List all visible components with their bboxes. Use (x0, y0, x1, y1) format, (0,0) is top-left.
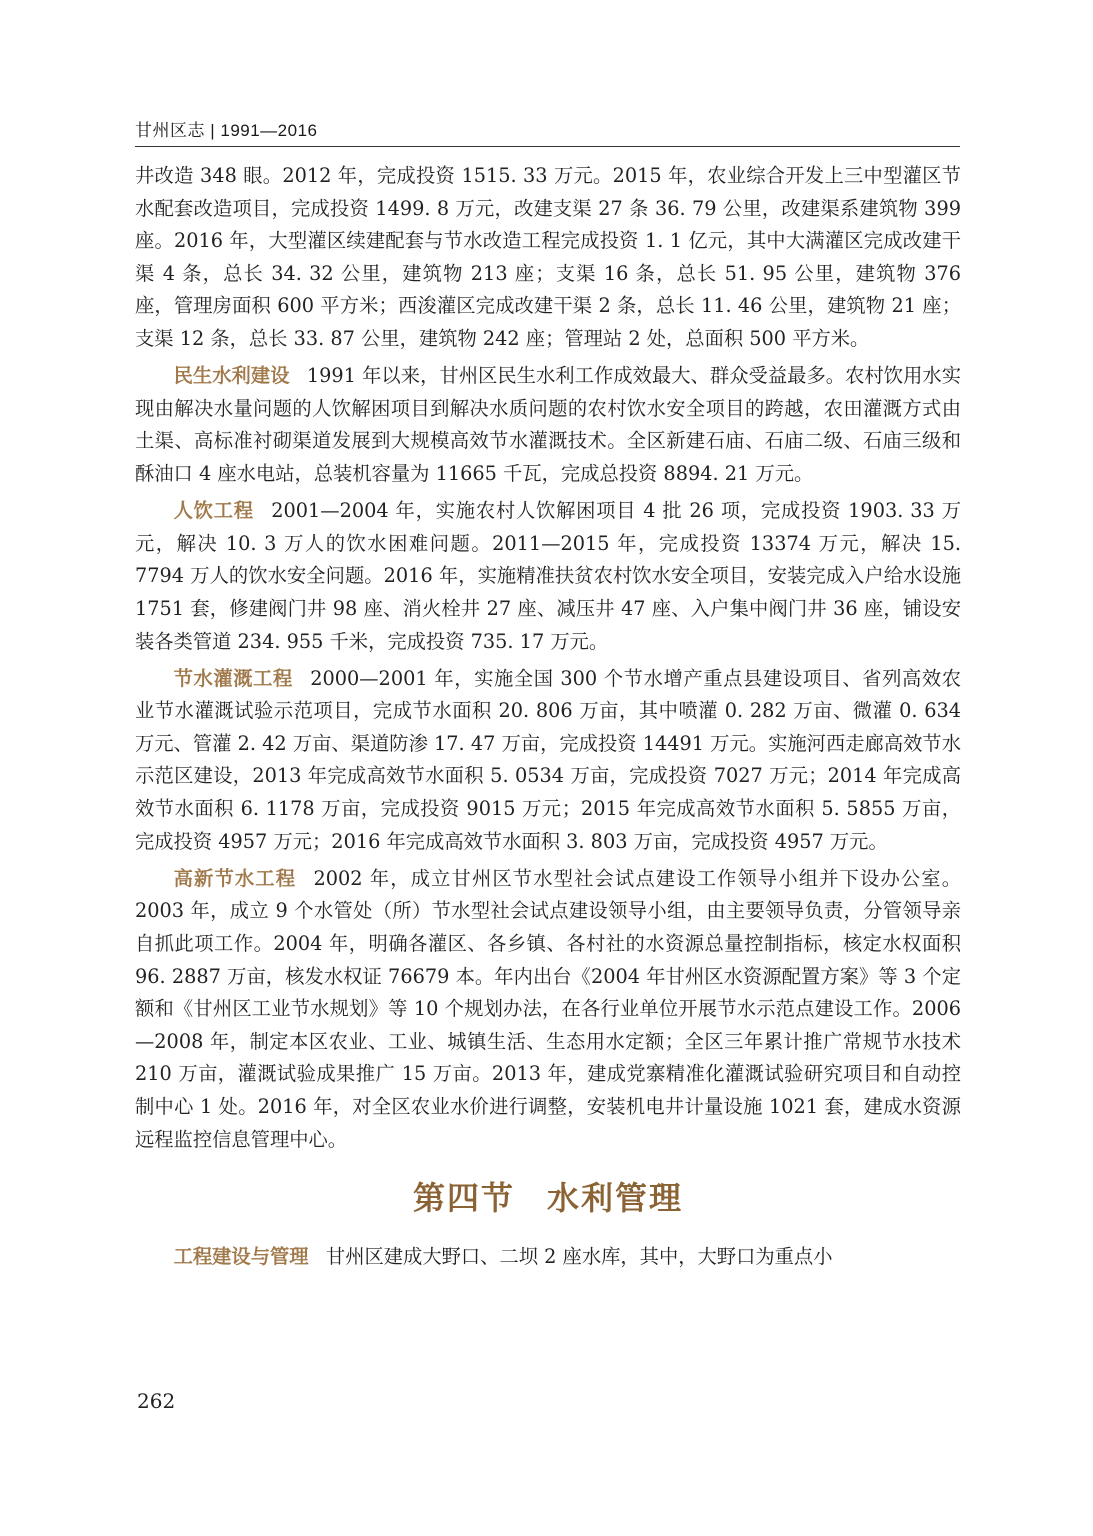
paragraph-keyword: 工程建设与管理 (173, 1244, 309, 1268)
section-heading (135, 1179, 961, 1218)
section-number: 第四节 (412, 1179, 515, 1218)
paragraph-keyword: 人饮工程 (173, 499, 254, 523)
paragraph-gongcheng-jianshe (135, 1241, 961, 1274)
paragraph-text: 2002 年，成立甘州区节水型社会试点建设工作领导小组并下设办公室。2003 年，成立 9 个水管处（所）节水型社会试点建设领导小组，由主要领导负责，分管领导亲自抓此项工作。2004 年，明确各灌区、各乡镇、各村社的水资源总量控制指标，核定水权面积 96. 2887 万亩，核发水权证 76679 本。年内出台《2004 年甘州区水资源配置方案》等 3 个定额和《甘州区工业节水规划》等 10 个规划办法，在各行业单位开展节水示范点建设工作。2006—2008 年，制定本区农业、工业、城镇生活、生态用水定额；全区三年累计推广常规节水技术 210 万亩，灌溉试验成果推广 15 万亩。2013 年，建成党寨精准化灌溉试验研究项目和自动控制中心 1 处。2016 年，对全区农业水价进行调整，安装机电井计量设施 1021 套，建成水资源远程监控信息管理中心。 (135, 866, 961, 1151)
paragraph-keyword: 高新节水工程 (173, 866, 297, 890)
paragraph-text: 2000—2001 年，实施全国 300 个节水增产重点县建设项目、省列高效农业节水灌溉试验示范项目，完成节水面积 20. 806 万亩，其中喷灌 0. 282 万亩、微灌 0. 634 万元、管灌 2. 42 万亩、渠道防渗 17. 47 万亩，完成投资 14491 万元。实施河西走廊高效节水示范区建设，2013 年完成高效节水面积 5. 0534 万亩，完成投资 7027 万元；2014 年完成高效节水面积 6. 1178 万亩，完成投资 9015 万元；2015 年完成高效节水面积 5. 5855 万亩，完成投资 4957 万元；2016 年完成高效节水面积 3. 803 万亩，完成投资 4957 万元。 (135, 666, 961, 853)
paragraph-text: 1991 年以来，甘州区民生水利工作成效最大、群众受益最多。农村饮用水实现由解决水量问题的人饮解困项目到解决水质问题的农村饮水安全项目的跨越，农田灌溉方式由土渠、高标准衬砌渠道发展到大规模高效节水灌溉技术。全区新建石庙、石庙二级、石庙三级和酥油口 4 座水电站，总装机容量为 11665 千瓦，完成总投资 8894. 21 万元。 (135, 364, 961, 485)
running-header (135, 120, 960, 147)
paragraph-keyword: 民生水利建设 (173, 364, 290, 388)
paragraph-gaoxin-jieshui (135, 863, 961, 1156)
paragraph-renyin (135, 495, 961, 658)
paragraph-keyword: 节水灌溉工程 (173, 666, 293, 690)
paragraph-text: 2001—2004 年，实施农村人饮解困项目 4 批 26 项，完成投资 1903. 33 万元，解决 10. 3 万人的饮水困难问题。2011—2015 年，完成投资 13374 万元，解决 15. 7794 万人的饮水安全问题。2016 年，实施精准扶贫农村饮水安全项目，安装完成入户给水设施 1751 套，修建阀门井 98 座、消火栓井 27 座、减压井 47 座、入户集中阀门井 36 座，铺设安装各类管道 234. 955 千米，完成投资 735. 17 万元。 (135, 499, 962, 653)
body-text (135, 160, 961, 1278)
paragraph-text: 井改造 348 眼。2012 年，完成投资 1515. 33 万元。2015 年，农业综合开发上三中型灌区节水配套改造项目，完成投资 1499. 8 万元，改建支渠 27 条 36. 79 公里，改建渠系建筑物 399 座。2016 年，大型灌区续建配套与节水改造工程完成投资 1. 1 亿元，其中大满灌区完成改建干渠 4 条，总长 34. 32 公里，建筑物 213 座；支渠 16 条，总长 51. 95 公里，建筑物 376 座，管理房面积 600 平方米；西浚灌区完成改建干渠 2 条，总长 11. 46 公里，建筑物 21 座；支渠 12 条，总长 33. 87 公里，建筑物 242 座；管理站 2 处，总面积 500 平方米。 (135, 164, 961, 350)
paragraph-minsheng (135, 360, 961, 490)
page-number: 262 (137, 1389, 176, 1413)
paragraph-continued (135, 160, 961, 356)
paragraph-jieshui-guangai (135, 663, 961, 859)
running-title: 甘州区志 | 1991—2016 (135, 121, 318, 140)
paragraph-text: 甘州区建成大野口、二坝 2 座水库，其中，大野口为重点小 (325, 1244, 833, 1268)
section-title: 水利管理 (547, 1179, 684, 1218)
